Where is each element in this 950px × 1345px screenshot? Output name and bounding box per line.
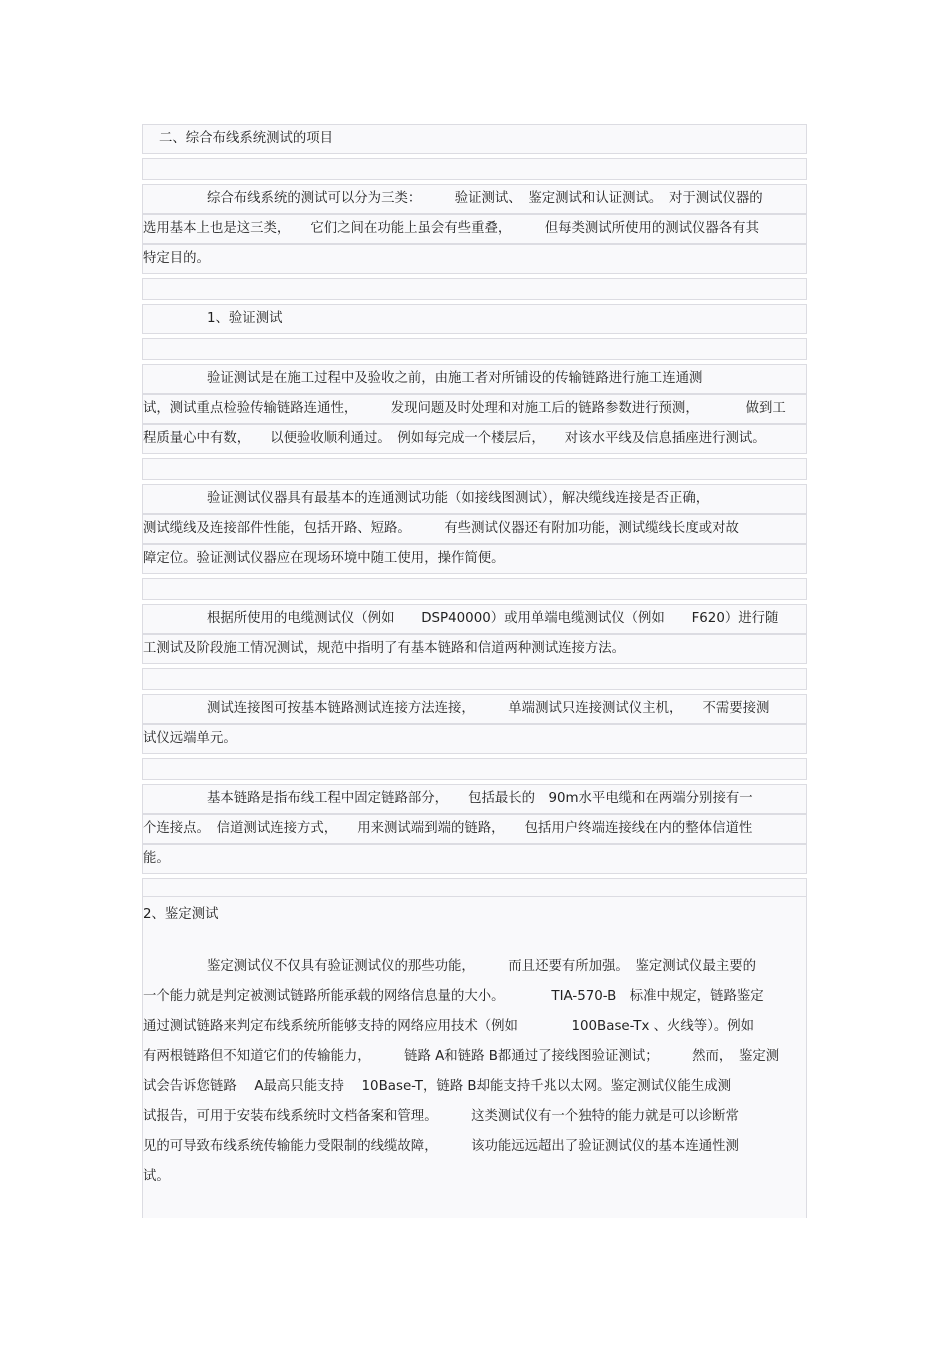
verify-heading-row [142,304,807,334]
paragraph-line: 根据所使用的电缆测试仪（例如 DSP40000）或用单端电缆测试仪（例如 F620）进行随 [142,604,807,634]
spacer-row [142,338,807,360]
paragraph-line: 试报告，可用于安装布线系统时文档备案和管理。 这类测试仪有一个独特的能力就是可以诊断常 [143,1109,739,1124]
paragraph-line: 一个能力就是判定被测试链路所能承载的网络信息量的大小。 TIA-570-B 标准中规定，链路鉴定 [143,989,764,1004]
paragraph-line: 障定位。验证测试仪器应在现场环境中随工使用，操作简便。 [142,544,807,574]
intro-line: 特定目的。 [142,244,807,274]
paragraph-line: 测试缆线及连接部件性能，包括开路、短路。 有些测试仪器还有附加功能，测试缆线长度或对故 [142,514,807,544]
intro-line: 选用基本上也是这三类， 它们之间在功能上虽会有些重叠， 但每类测试所使用的测试仪器各有其 [142,214,807,244]
paragraph-line: 试。 [143,1169,170,1184]
document-body [142,124,807,904]
paragraph-line: 验证测试仪器具有最基本的连通测试功能（如接线图测试），解决缆线连接是否正确， [142,484,807,514]
paragraph-line: 基本链路是指布线工程中固定链路部分， 包括最长的 90m水平电缆和在两端分别接有一 [142,784,807,814]
ident-title: 2、鉴定测试 [143,907,219,922]
section-title: 二、综合布线系统测试的项目 [159,131,334,146]
paragraph-line: 能。 [142,844,807,874]
spacer-row [142,458,807,480]
paragraph-line: 鉴定测试仪不仅具有验证测试仪的那些功能， 而且还要有所加强。 鉴定测试仪最主要的 [207,959,757,974]
paragraph-line: 有两根链路但不知道它们的传输能力， 链路 A和链路 B都通过了接线图验证测试； 然而， 鉴定测 [143,1049,780,1064]
paragraph-line: 工测试及阶段施工情况测试，规范中指明了有基本链路和信道两种测试连接方法。 [142,634,807,664]
spacer-row [142,758,807,780]
spacer-row [142,158,807,180]
paragraph-line: 测试连接图可按基本链路测试连接方法连接， 单端测试只连接测试仪主机， 不需要接测 [142,694,807,724]
paragraph-line: 见的可导致布线系统传输能力受限制的线缆故障， 该功能远远超出了验证测试仪的基本连通性测 [143,1139,739,1154]
intro-line: 综合布线系统的测试可以分为三类： 验证测试、 鉴定测试和认证测试。 对于测试仪器的 [142,184,807,214]
spacer-row [142,668,807,690]
paragraph-line: 试仪远端单元。 [142,724,807,754]
spacer-row [142,278,807,300]
paragraph-line: 验证测试是在施工过程中及验收之前，由施工者对所铺设的传输链路进行施工连通测 [142,364,807,394]
paragraph-line: 试，测试重点检验传输链路连通性， 发现问题及时处理和对施工后的链路参数进行预测， 做到工 [142,394,807,424]
section-heading-row [142,124,807,154]
paragraph-line: 通过测试链路来判定布线系统所能够支持的网络应用技术（例如 100Base-Tx 、火线等）。例如 [143,1019,755,1034]
paragraph-line: 程质量心中有数， 以便验收顺利通过。 例如每完成一个楼层后， 对该水平线及信息插座进行测试。 [142,424,807,454]
paragraph-line: 试会告诉您链路 A最高只能支持 10Base-T，链路 B却能支持千兆以太网。鉴定测试仪能生成测 [143,1079,731,1094]
verify-title: 1、验证测试 [207,311,283,326]
spacer-row [142,578,807,600]
identification-section [142,896,807,1218]
paragraph-line: 个连接点。 信道测试连接方式， 用来测试端到端的链路， 包括用户终端连接线在内的整体信道性 [142,814,807,844]
